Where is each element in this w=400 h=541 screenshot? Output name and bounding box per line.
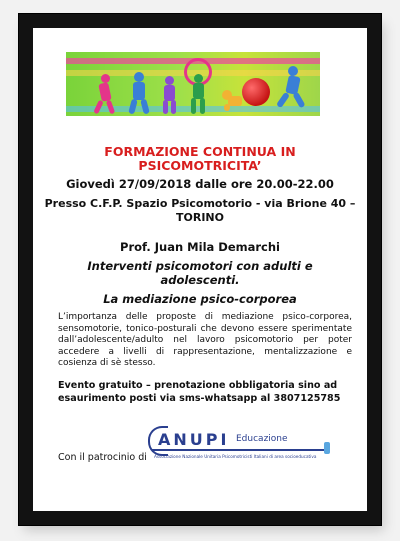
logo-edu-label: Educazione [236,434,288,444]
patronage-label: Con il patrocinio di [58,452,147,463]
pink-child-figure [96,74,116,114]
anupi-logo [152,424,332,470]
event-title [33,145,367,173]
talk-subtitle-line-2: adolescenti. [160,273,240,287]
running-child-figure [280,66,310,112]
event-location-line-2: TORINO [176,211,224,224]
red-ball-figure [242,78,270,106]
event-title-line-2: PSICOMOTRICITA’ [138,158,262,173]
booking-info-line-2: esaurimento posti via sms-whatsapp al 3807125785 [58,393,341,404]
logo-underline [152,449,328,451]
event-location [33,197,367,225]
baby-figure [220,88,244,112]
event-location-line-1: Presso C.F.P. Spazio Psicomotorio - via Brione 40 – [44,197,356,210]
logo-wordmark: ANUPI [158,430,230,449]
logo-end-mark [324,442,330,454]
talk-subtitle [33,259,367,287]
talk-description: L’importanza delle proposte di mediazione psico-corporea, sensomotorie, tonico-posturali che devono essere sperimentate dall’adolescente/adulto nel lavoro psicomotorio per poter accedere a livelli di rappresentazione, mentalizzazione e cosienza di sè stesso. [58,312,352,369]
booking-info-line-1: Evento gratuito – prenotazione obbligatoria sino ad [58,380,338,391]
booking-info [58,379,354,405]
talk-subtitle-line-1: Interventi psicomotori con adulti e [87,259,313,273]
header-banner-image [66,52,320,116]
talk-theme: La mediazione psico-corporea [103,292,297,306]
hoop-dancer-figure [182,58,216,114]
event-datetime: Giovedì 27/09/2018 dalle ore 20.00-22.00 [66,177,334,191]
event-title-line-1: FORMAZIONE CONTINUA IN [104,144,296,159]
logo-subtitle: Associazione Nazionale Unitaria Psicomotricisti Italiani di area socioeducativa [154,454,317,459]
blue-child-figure [128,72,150,114]
speaker-name: Prof. Juan Mila Demarchi [120,240,280,254]
purple-child-figure [160,76,180,114]
